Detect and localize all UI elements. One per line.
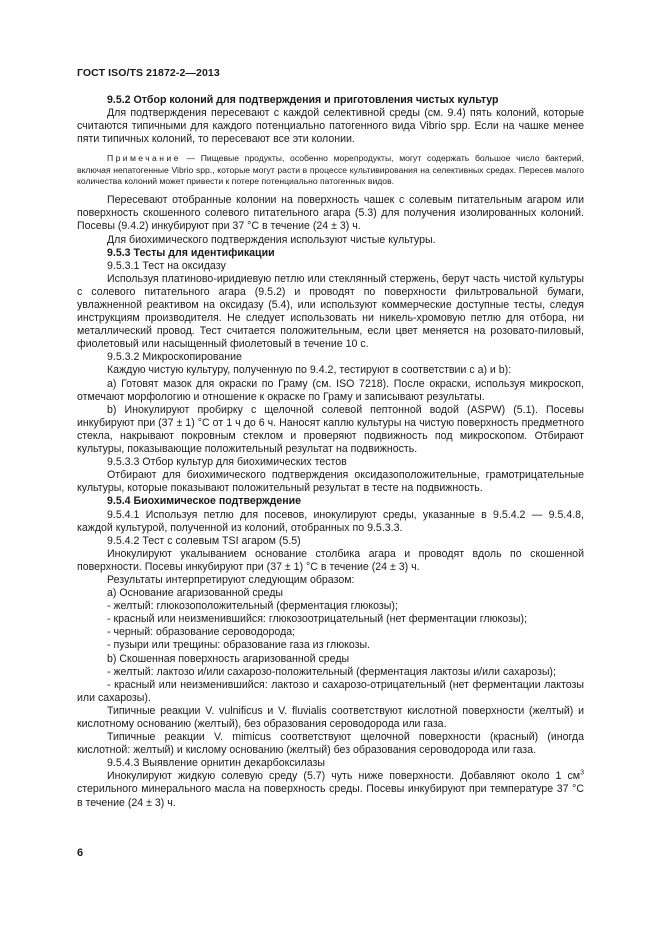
list-item: b) Скошенная поверхность агаризованной среды: [107, 652, 350, 665]
page-number: 6: [77, 847, 84, 859]
list-item: - красный или неизменившийся: глюкозоотрицательный (нет ферментации глюкозы);: [107, 613, 528, 626]
subsection-title: 9.5.4.3 Выявление орнитин декарбоксилазы: [107, 757, 326, 770]
note-label: Примечание: [107, 153, 181, 164]
paragraph: Инокулируют укалыванием основание столбика агара и проводят вдоль по скошенной поверхности. Посевы инкубируют при (37 ± 1) °С в течение (24 ± 3) ч.: [77, 547, 584, 573]
subsection-title: 9.5.3.1 Тест на оксидазу: [107, 259, 226, 272]
document-header: ГОСТ ISO/TS 21872-2—2013: [77, 67, 220, 79]
superscript: 3: [580, 769, 584, 777]
paragraph: Результаты интерпретируют следующим образом:: [107, 573, 355, 586]
paragraph: 9.5.4.1 Используя петлю для посевов, инокулируют среды, указанные в 9.5.4.2 — 9.5.4.8, каждой культурой, полученной из колоний, отобранных по 9.5.3.3.: [77, 508, 584, 534]
note: [77, 153, 584, 187]
list-item: - желтый: лактозо и/или сахарозо-положительный (ферментация лактозы и/или сахарозы);: [107, 665, 556, 678]
list-item: - красный или неизменившийся: лактозо и сахарозо-отрицательный (нет ферментации лактозы или сахарозы).: [77, 678, 584, 704]
paragraph: Для подтверждения пересевают с каждой селективной среды (см. 9.4) пять колоний, которые считаются типичными для каждого потенциально патогенного вида Vibrio spp. Если на чашке менее пяти типичных колоний, то пересевают все эти колонии.: [77, 107, 584, 146]
document-body: [77, 94, 584, 810]
paragraph-text-b: стерильного минерального масла на поверхность среды. Посевы инкубируют при температуре 37 °С в течение (24 ± 3) ч.: [77, 783, 584, 809]
list-item: - черный: образование сероводорода;: [107, 626, 296, 639]
subsection-title: 9.5.3.3 Отбор культур для биохимических тестов: [107, 456, 347, 469]
section-9-5-4-title: 9.5.4 Биохимическое подтверждение: [107, 495, 302, 508]
paragraph: а) Готовят мазок для окраски по Граму (см. ISO 7218). После окраски, используя микроскоп, отмечают морфологию и отношение к окраске по Граму и записывают результаты.: [77, 377, 584, 403]
paragraph: Отбирают для биохимического подтверждения оксидазоположительные, грамотрицательные культуры, которые показывают положительный результат в тесте на подвижность.: [77, 469, 584, 495]
paragraph: Для биохимического подтверждения используют чистые культуры.: [107, 233, 436, 246]
section-9-5-3-title: 9.5.3 Тесты для идентификации: [107, 246, 275, 259]
paragraph: Типичные реакции V. vulnificus и V. fluvialis соответствуют кислотной поверхности (желтый) и кислотному основанию (желтый), без образования сероводорода или газа.: [77, 704, 584, 731]
paragraph: b) Инокулируют пробирку с щелочной солевой пептонной водой (ASPW) (5.1). Посевы инкубируют при (37 ± 1) °С от 1 ч до 6 ч. Наносят каплю культуры на чистую поверхность предметного стекла, накрывают покровным стеклом и проверяют подвижность под микроскопом. Отбирают культуры, показывающие положительный результат на подвижность.: [77, 403, 584, 456]
note-text: — Пищевые продукты, особенно морепродукты, могут содержать большое число бактерий, включая непатогенные Vibrio spp., которые могут расти в процессе культивирования на селективных средах. Пересев малого количества колоний может привести к потере потенциально патогенных видов.: [77, 153, 584, 186]
list-item: а) Основание агаризованной среды: [107, 587, 283, 600]
paragraph: Типичные реакции V. mimicus соответствуют щелочной поверхности (красный) (иногда кислотной: желтый) и кислому основанию (желтый) без образования сероводорода или газа.: [77, 731, 584, 757]
paragraph-text-a: Инокулируют жидкую солевую среду (5.7) чуть ниже поверхности. Добавляют около 1 см: [107, 770, 581, 783]
paragraph: Пересевают отобранные колонии на поверхность чашек с солевым питательным агаром или поверхность скошенного солевого питательного агара (5.3) для получения изолированных колоний. Посевы (9.4.2) инкубируют при 37 °С в течение (24 ± 3) ч.: [77, 194, 584, 233]
paragraph: Каждую чистую культуру, полученную по 9.4.2, тестируют в соответствии с а) и b):: [107, 364, 512, 377]
subsection-title: 9.5.3.2 Микроскопирование: [107, 351, 242, 364]
section-9-5-2-title: 9.5.2 Отбор колоний для подтверждения и приготовления чистых культур: [107, 94, 499, 106]
paragraph: Используя платиново-иридиевую петлю или стеклянный стержень, берут часть чистой культуры с солевого питательного агара (9.5.2) и проводят по поверхности фильтровальной бумаги, увлажненной реактивом на оксидазу (5.4), или используют коммерческие доступные тесты, следуя инструкциям производителя. Не следует использовать ни никель-хромовую петлю для отбора, ни металлический провод. Тест считается положительным, если цвет меняется на розовато-пиловый, фиолетовый или насыщенный фиолетовый в течение 10 с.: [77, 272, 584, 351]
paragraph: [77, 770, 584, 809]
subsection-title: 9.5.4.2 Тест с солевым TSI агаром (5.5): [107, 534, 301, 547]
list-item: - пузыри или трещины: образование газа из глюкозы.: [107, 639, 371, 652]
list-item: - желтый: глюкозоположительный (ферментация глюкозы);: [107, 600, 398, 613]
